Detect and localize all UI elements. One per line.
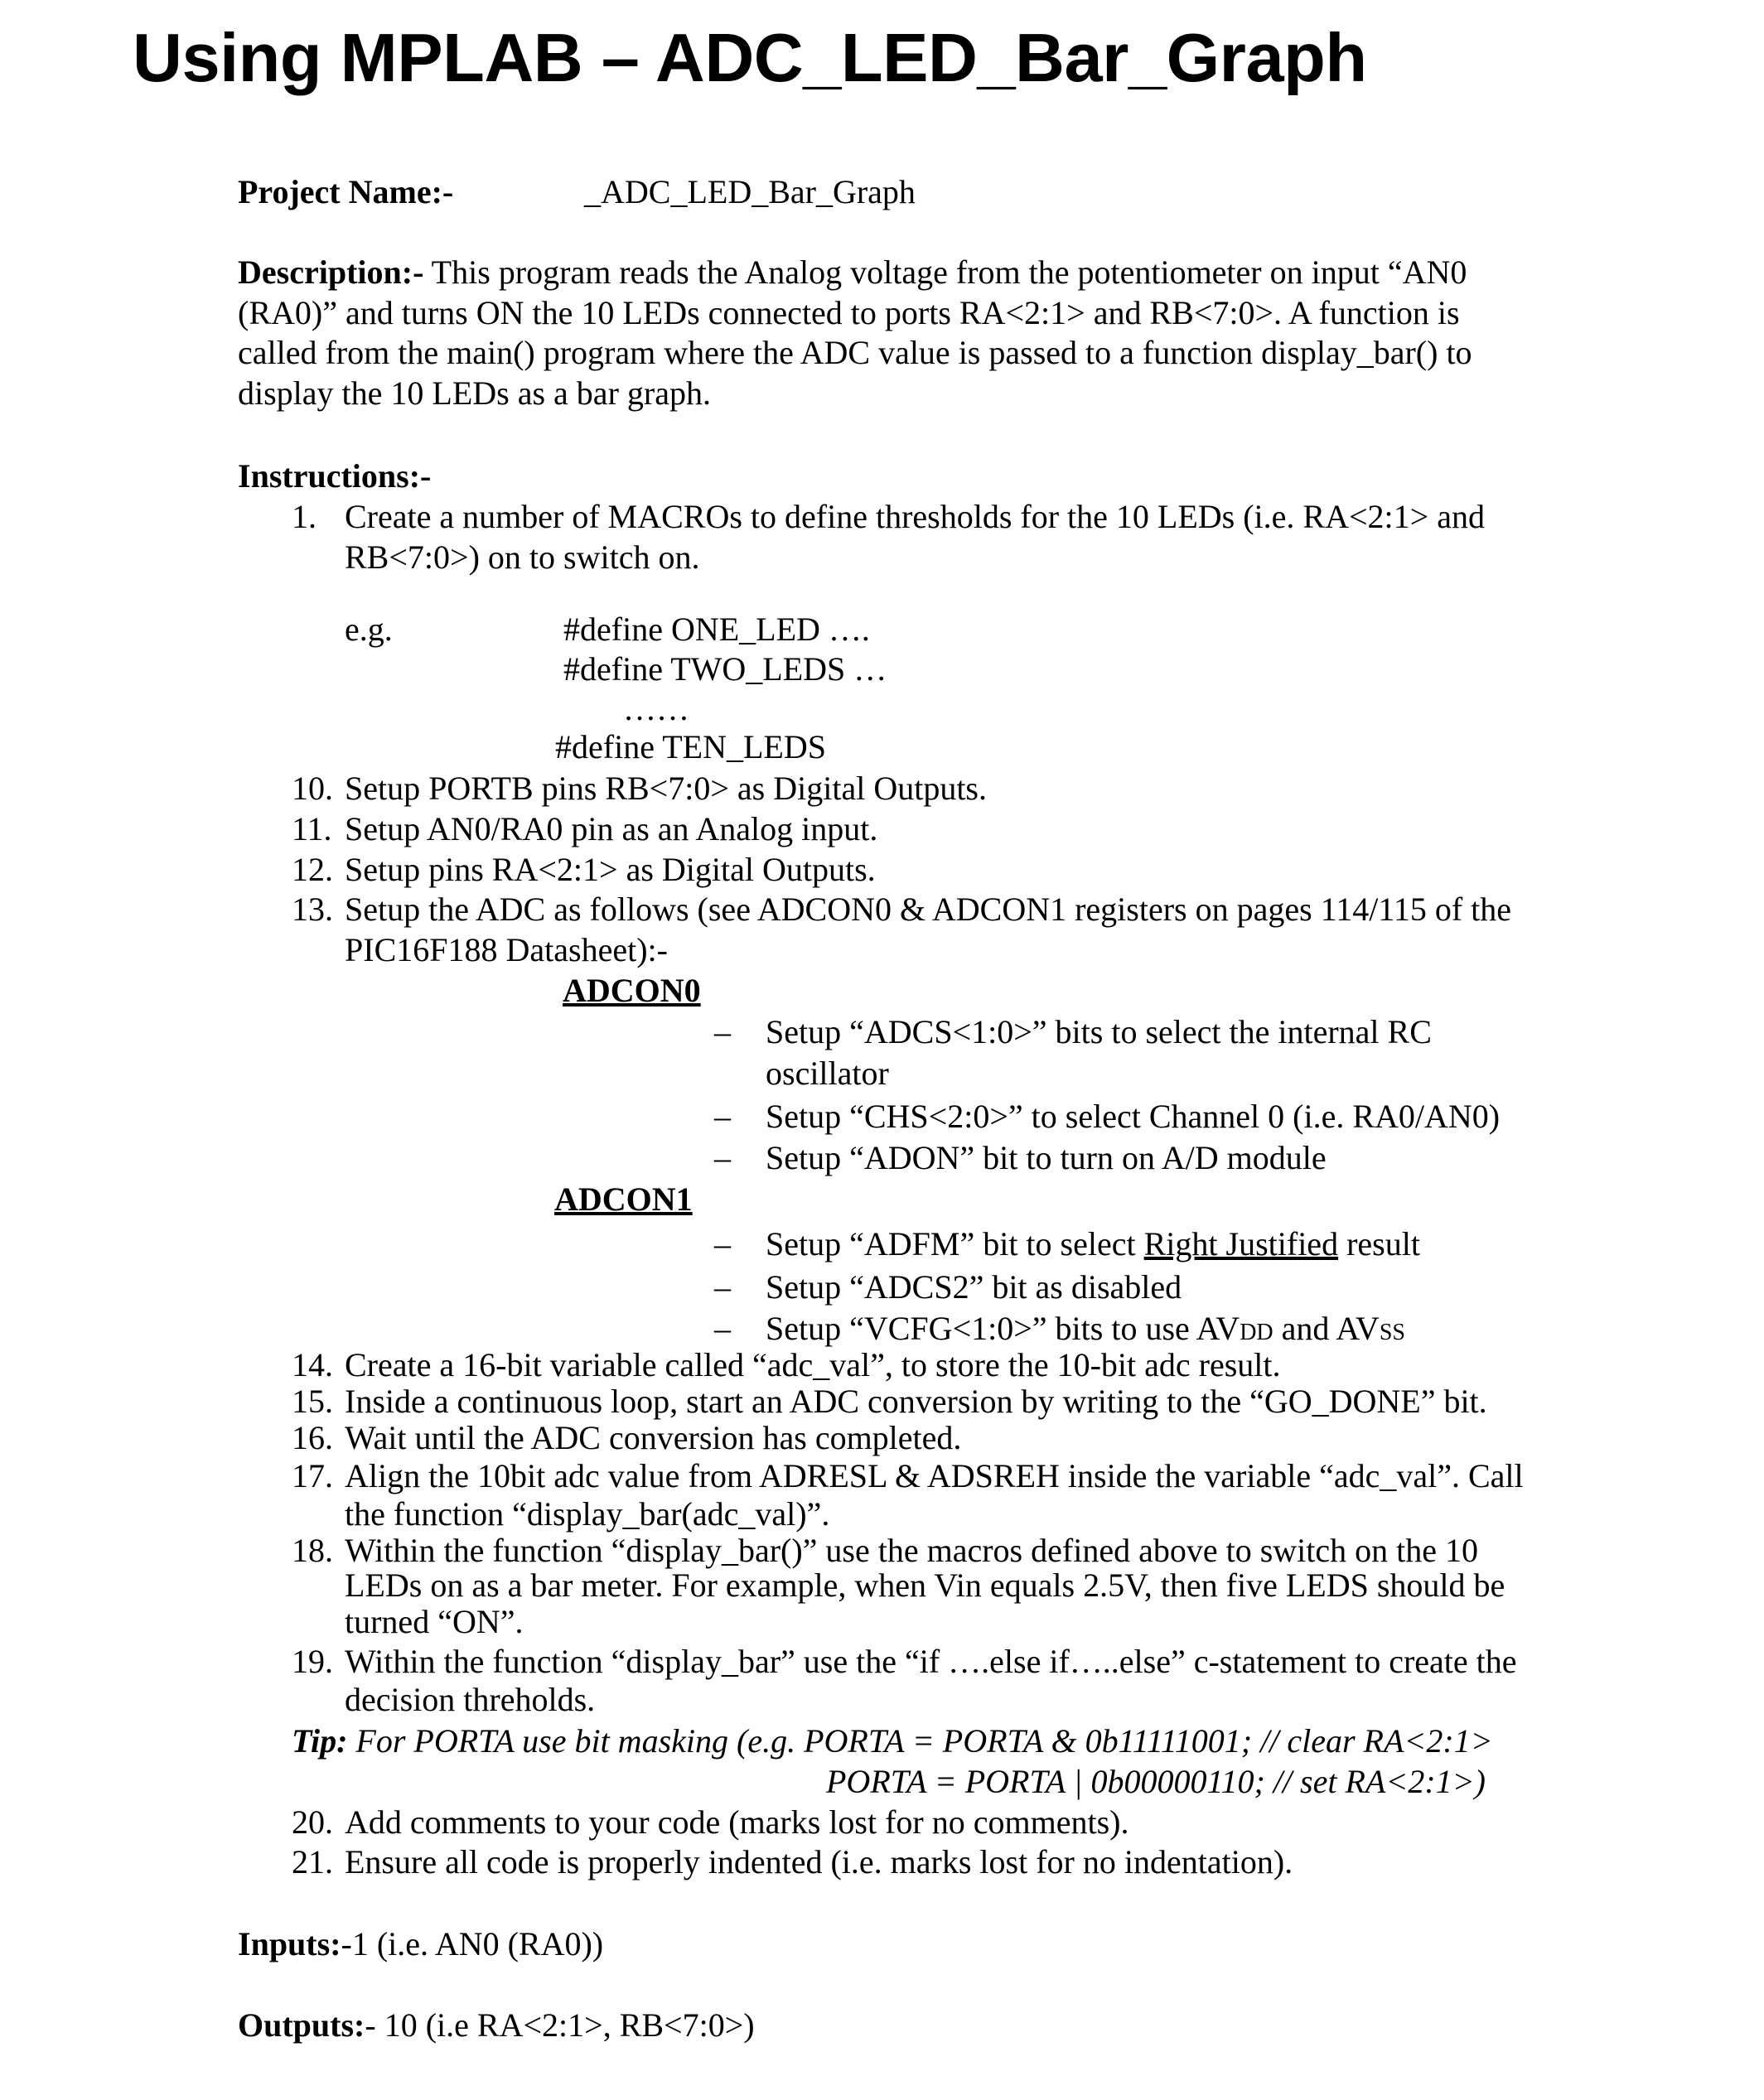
description-line-1: Description:- This program reads the Analog voltage from the potentiometer on input “AN0	[238, 253, 1467, 291]
instruction-item-19-line-2: decision threholds.	[345, 1681, 596, 1718]
description-label: Description:-	[238, 253, 424, 291]
instruction-item-15: 15. Inside a continuous loop, start an ADC conversion by writing to the “GO_DONE” bit.	[292, 1383, 1487, 1420]
instruction-item-12: 12. Setup pins RA<2:1> as Digital Outputs.	[292, 851, 876, 888]
instruction-item-17-line-2: the function “display_bar(adc_val)”.	[345, 1495, 830, 1533]
bullet-dash: –	[714, 1225, 731, 1262]
outputs-row	[238, 2006, 755, 2045]
define-ellipsis: ……	[623, 690, 689, 727]
bullet-dash: –	[714, 1268, 731, 1306]
adcon0-bullet-1-line-2: oscillator	[766, 1055, 889, 1092]
tip-line-2: PORTA = PORTA | 0b00000110; // set RA<2:1>)	[826, 1763, 1486, 1800]
project-name-label: Project Name:-	[238, 173, 454, 210]
instruction-item-13: 13. Setup the ADC as follows (see ADCON0 & ADCON1 registers on pages 114/115 of the	[292, 891, 1512, 928]
instruction-item-14: 14. Create a 16-bit variable called “adc_val”, to store the 10-bit adc result.	[292, 1346, 1281, 1383]
adcon1-bullet-1: Setup “ADFM” bit to select Right Justified result	[766, 1225, 1420, 1262]
right-justified-text: Right Justified	[1143, 1225, 1339, 1262]
inputs-label: Inputs:	[238, 1925, 341, 1962]
define-ten-leds: #define TEN_LEDS	[555, 728, 826, 765]
adcon0-bullet-3: Setup “ADON” bit to turn on A/D module	[766, 1139, 1327, 1176]
instruction-item-13-line-2: PIC16F188 Datasheet):-	[345, 931, 668, 968]
instruction-item-18-line-3: turned “ON”.	[345, 1603, 524, 1640]
adcon0-heading: ADCON0	[563, 972, 701, 1009]
instruction-item-17: 17. Align the 10bit adc value from ADRESL & ADSREH inside the variable “adc_val”. Call	[292, 1457, 1524, 1494]
instruction-item-16: 16. Wait until the ADC conversion has completed.	[292, 1419, 962, 1456]
tip-label: Tip:	[292, 1722, 348, 1760]
inputs-row	[238, 1924, 603, 1964]
instructions-label: Instructions:-	[238, 457, 432, 495]
project-name-row	[238, 172, 453, 212]
instruction-item-18: 18. Within the function “display_bar()” use the macros defined above to switch on the 10	[292, 1532, 1478, 1569]
adcon0-bullet-2: Setup “CHS<2:0>” to select Channel 0 (i.e. RA0/AN0)	[766, 1098, 1501, 1135]
description-line-3: called from the main() program where the ADC value is passed to a function display_bar() to	[238, 334, 1472, 371]
instruction-item-10: 10. Setup PORTB pins RB<7:0> as Digital Outputs.	[292, 770, 987, 807]
example-label: e.g.	[345, 611, 393, 648]
bullet-dash: –	[714, 1310, 731, 1347]
outputs-label: Outputs:	[238, 2006, 365, 2044]
adcon1-bullet-2: Setup “ADCS2” bit as disabled	[766, 1268, 1182, 1306]
tip-line-1: Tip: For PORTA use bit masking (e.g. PORTA = PORTA & 0b11111001; // clear RA<2:1>	[292, 1722, 1493, 1760]
instruction-item-20: 20. Add comments to your code (marks lost for no comments).	[292, 1803, 1129, 1841]
bullet-dash: –	[714, 1098, 731, 1135]
define-two-leds: #define TWO_LEDS …	[563, 650, 887, 688]
instruction-item-19: 19. Within the function “display_bar” use the “if ….else if…..else” c-statement to create the	[292, 1643, 1517, 1680]
adcon0-bullet-1: Setup “ADCS<1:0>” bits to select the internal RC	[766, 1013, 1432, 1050]
define-one-led: #define ONE_LED ….	[563, 611, 870, 648]
page-title: Using MPLAB – ADC_LED_Bar_Graph	[133, 19, 1367, 96]
adcon1-heading: ADCON1	[554, 1180, 693, 1218]
instruction-item-1-line-2: RB<7:0>) on to switch on.	[345, 538, 700, 576]
bullet-dash: –	[714, 1013, 731, 1050]
outputs-value: - 10 (i.e RA<2:1>, RB<7:0>)	[365, 2006, 755, 2044]
description-line-2: (RA0)” and turns ON the 10 LEDs connected to ports RA<2:1> and RB<7:0>. A function is	[238, 294, 1460, 331]
description-line-4: display the 10 LEDs as a bar graph.	[238, 374, 711, 412]
instruction-item-11: 11. Setup AN0/RA0 pin as an Analog input.	[292, 810, 878, 847]
project-name-value: _ADC_LED_Bar_Graph	[584, 173, 916, 210]
instruction-item-21: 21. Ensure all code is properly indented (i.e. marks lost for no indentation).	[292, 1843, 1293, 1880]
instruction-item-18-line-2: LEDs on as a bar meter. For example, when Vin equals 2.5V, then five LEDS should be	[345, 1567, 1505, 1604]
adcon1-bullet-3: Setup “VCFG<1:0>” bits to use AVDD and AVSS	[766, 1310, 1405, 1347]
instruction-item-1: 1. Create a number of MACROs to define thresholds for the 10 LEDs (i.e. RA<2:1> and	[292, 498, 1485, 535]
bullet-dash: –	[714, 1139, 731, 1176]
inputs-value: -1 (i.e. AN0 (RA0))	[341, 1925, 604, 1962]
